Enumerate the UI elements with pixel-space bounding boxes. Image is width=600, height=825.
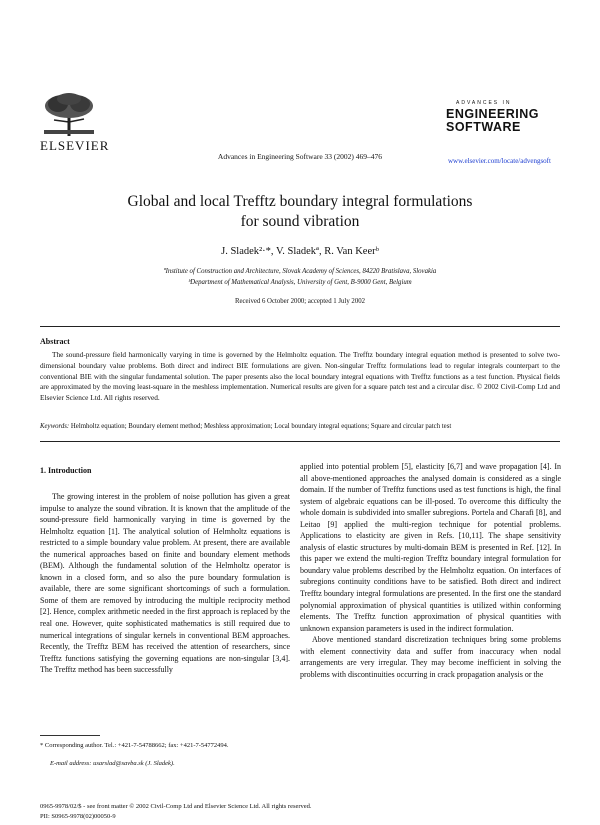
journal-logo-small: ADVANCES IN (456, 100, 512, 106)
column-1-text: The growing interest in the problem of noise pollution has given a great impulse to analyze the sound vibration. It is known that the amplitude of the sound-pressure field harmonically varying in time is governed by the Helmholtz equation [1]. The analytical solution of Helmholtz equations is restricted to a simple boundary value problem. At present, there are available the numerical approaches based on finite and boundary element methods (BEM). Although the fundamental solution of the Helmholtz operator is known in a closed form, and so also the pure boundary formulation is available, there are some significant shortcomings of such a formulation. Some of them are removed by introducing the multiple reciprocity method [2]. Hence, complex arithmetic needed in the first approach is replaced by the real one. However, quite sophisticated mathematics is still required due to numerical integrations of singular kernels in conventional BEM approaches. Recently, the Trefftz BEM has received the attention of researchers, since Trefftz functions satisfying the governing equations are non-singular [3,4]. The Trefftz method has been successfully (40, 492, 290, 675)
elsevier-tree-logo-icon (40, 92, 98, 136)
abstract-heading: Abstract (40, 337, 70, 346)
paper-title (0, 192, 600, 232)
divider-bottom (40, 441, 560, 442)
abstract-text: The sound-pressure field harmonically varying in time is governed by the Helmholtz equation. The Trefftz boundary integral equation method is presented to solve two-dimensional boundary value problems. Both direct and indirect BIE formulations are given. Non-singular Trefftz formulations lead to regular integrals counterpart to the conventional BIE with the singular fundamental solution. The paper presents also the local boundary integral equations with Trefftz functions as a test function. Physical fields are approximated by the moving least-square in the meshless implementation. Numerical results are given for a square patch test and a circular disc. © 2002 Civil-Comp Ltd and Elsevier Science Ltd. All rights reserved. (40, 350, 560, 403)
authors: J. Sladek²·*, V. Sladekª, R. Van Keerᵇ (221, 246, 379, 257)
keywords-list: Helmholtz equation; Boundary element method; Meshless approximation; Local boundary integral equations; Square and circular patch test (69, 423, 452, 430)
journal-logo-line1: ENGINEERING (446, 107, 540, 121)
keywords (40, 423, 560, 430)
title-line-1: Global and local Trefftz boundary integral formulations (127, 193, 473, 210)
divider-top (40, 326, 560, 327)
section-heading: 1. Introduction (40, 466, 92, 475)
copyright-line: 0965-9978/02/$ - see front matter © 2002 Civil-Comp Ltd and Elsevier Science Ltd. All rights reserved. (40, 803, 312, 810)
journal-citation: Advances in Engineering Software 33 (2002) 469–476 (217, 152, 383, 161)
publisher-name: ELSEVIER (40, 138, 110, 153)
footnote-corresponding: * Corresponding author. Tel.: +421-7-54788662; fax: +421-7-54772494. (40, 742, 229, 749)
footnote-divider (40, 735, 100, 736)
received-dates: Received 6 October 2000; accepted 1 July 2002 (234, 298, 366, 305)
affiliation-b: ᵇDepartment of Mathematical Analysis, University of Gent, B-9000 Gent, Belgium (188, 279, 412, 286)
column-2-paragraph-1: applied into potential problem [5], elasticity [6,7] and wave propagation [4]. In all above-mentioned approaches the analysed domain is considered as a single domain. If the number of Trefftz functions used as test functions is high, the final system of algebraic equations can be ill-posed. To overcome this difficulty the whole domain is subdivided into smaller subregions. Portela and Charafi [8], and Leitao [9] applied the multi-region technique for potential problems. Applications to elasticity are given in Refs. [10,11]. The shape sensitivity analysis of elastic structures by multi-domain BEM is presented in Ref. [12]. In this paper we extend the multi-region Trefftz boundary integral formulation for boundary value problems described by the Helmholtz equation. On interfaces of subregions continuity conditions have to be satisfied. Both direct and indirect Trefftz boundary integral formulations are presented. In the first one the standard polynomial approximation of physical quantities is utilized within conforming elements. The Trefftz function approximation of physical quantities with unknown expansion parameters is used in the indirect formulation. (300, 462, 561, 633)
footnote-email: E-mail address: usarslad@savba.sk (J. Sladek). (50, 760, 175, 767)
column-2 (300, 461, 561, 680)
journal-url-link[interactable]: www.elsevier.com/locate/advengsoft (448, 157, 551, 165)
journal-logo-line2: SOFTWARE (446, 120, 521, 134)
affiliation-a: ªInstitute of Construction and Architecture, Slovak Academy of Sciences, 84220 Bratislava, Slovakia (163, 268, 437, 275)
column-2-paragraph-2: Above mentioned standard discretization techniques bring some problems with element connectivity data and suffer from inaccuracy when nodal arrangements are very irregular. They may become inefficient in solving the problems with discontinuities occurring in crack propagation analysis or the (300, 635, 561, 679)
keywords-label: Keywords: (40, 423, 70, 430)
pii-line: PII: S0965-9978(02)00050-9 (40, 813, 116, 820)
title-line-2: for sound vibration (240, 213, 360, 230)
